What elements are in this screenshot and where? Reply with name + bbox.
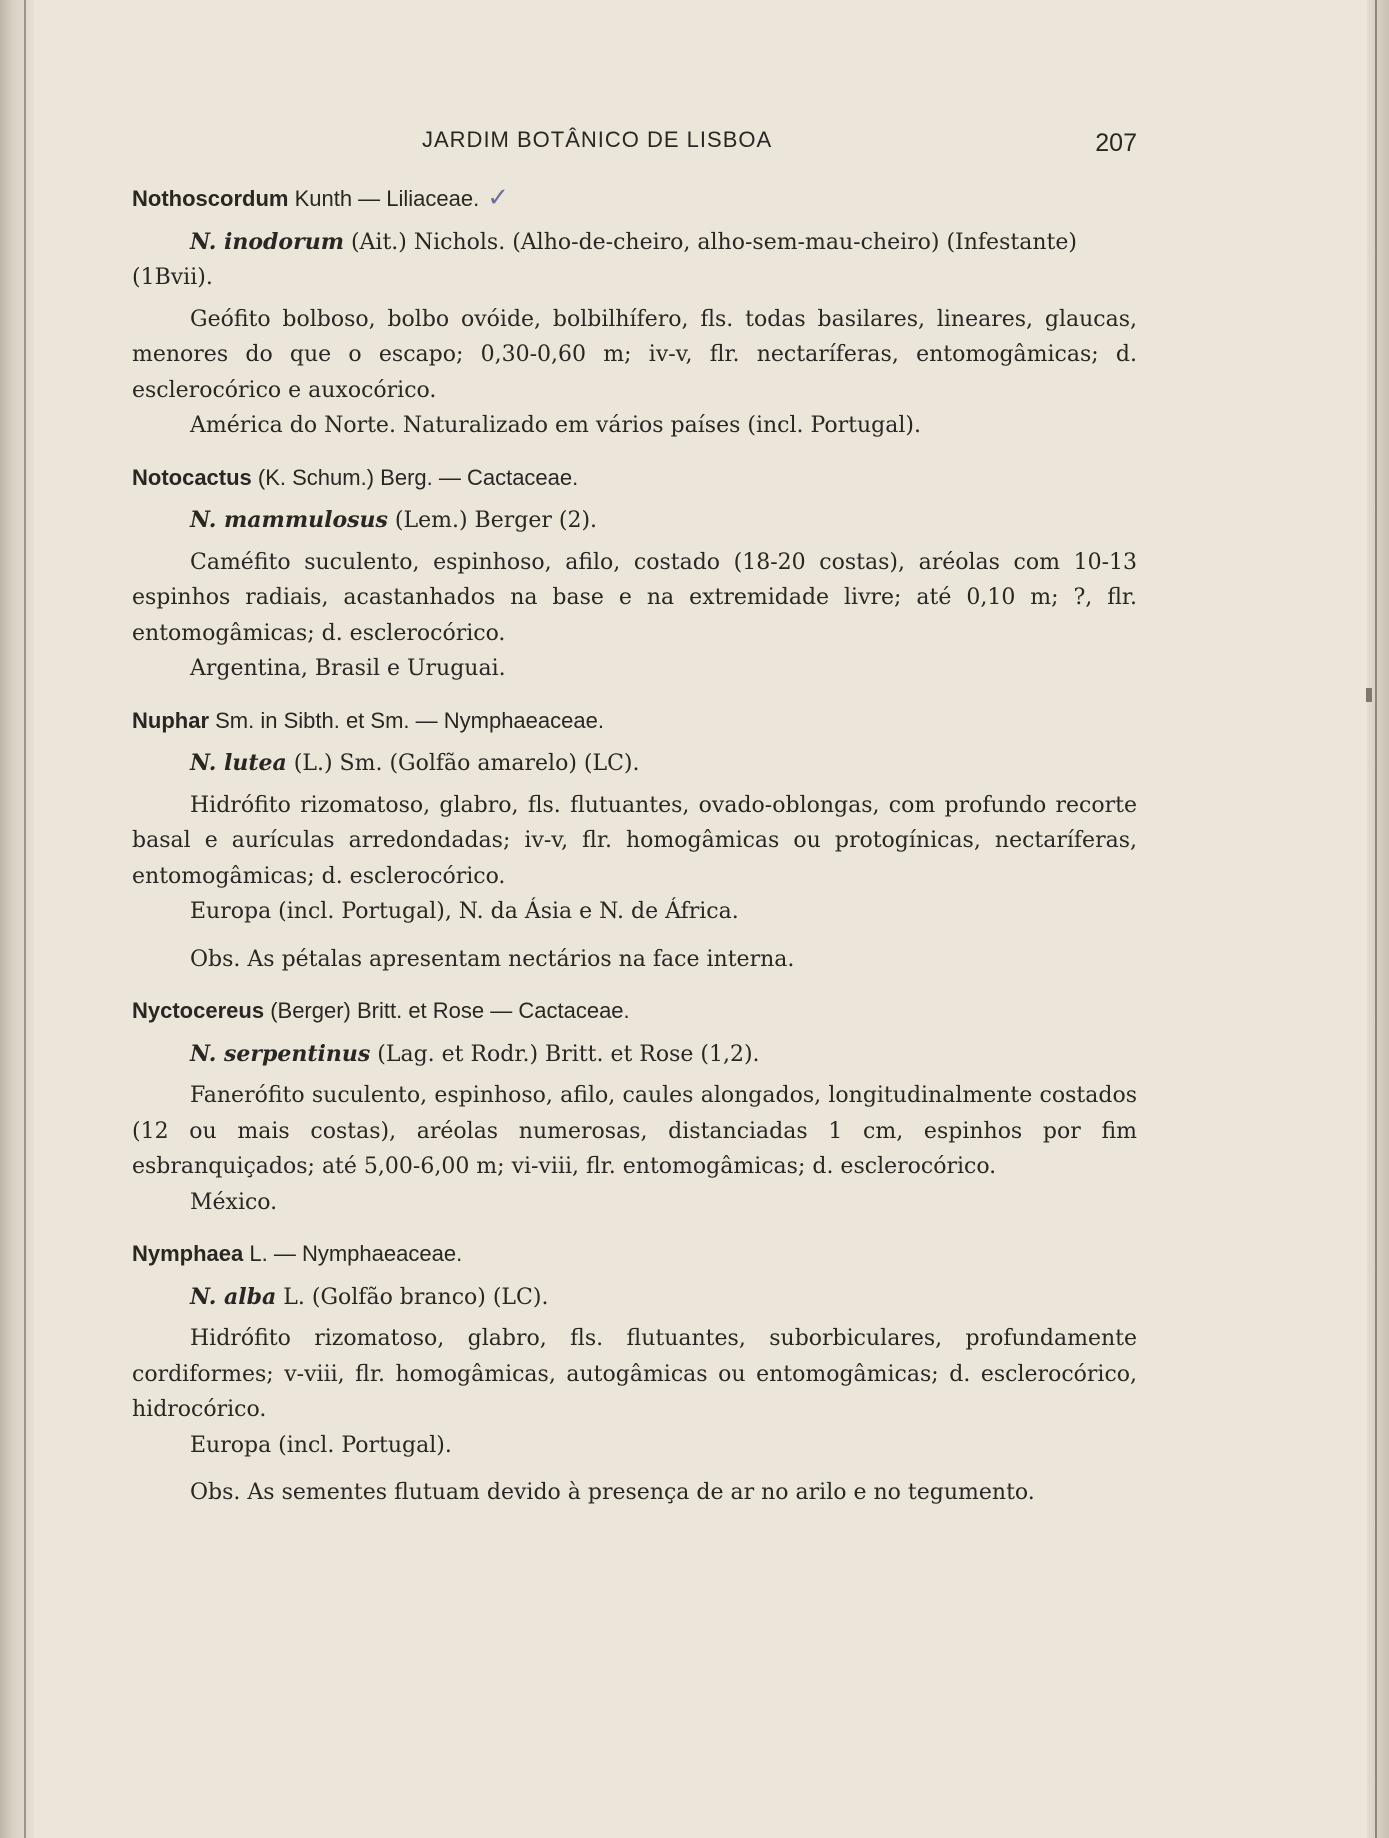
- species-distribution: México.: [190, 1189, 278, 1215]
- species-heading: [132, 1280, 1137, 1316]
- species-distribution: Europa (incl. Portugal), N. da Ásia e N. de África.: [190, 899, 739, 924]
- genus-authority: L. — Nymphaeaceae.: [243, 1241, 463, 1266]
- page-content: [132, 118, 1137, 1527]
- page-edge-left: [0, 0, 34, 1838]
- species-name: N. mammulosus: [190, 507, 388, 533]
- species-authority: (L.) Sm. (Golfão amarelo) (LC).: [286, 751, 640, 776]
- genus-authority: Kunth — Liliaceae.: [288, 186, 480, 211]
- entry-nymphaea: [132, 1236, 1137, 1511]
- page-header: [132, 118, 1137, 166]
- entry-nyctocereus: [132, 993, 1137, 1220]
- species-observation: Obs. As sementes flutuam devido à presença de ar no arilo e no tegumento.: [190, 1480, 1035, 1505]
- species-observation: Obs. As pétalas apresentam nectários na face interna.: [190, 946, 795, 972]
- entry-nuphar: [132, 703, 1137, 978]
- species-description: Caméfito suculento, espinhoso, afilo, costado (18-20 costas), aréolas com 10-13 espinhos radiais, acastanhados na base e na extremidade livre; até 0,10 m; ?, flr. entomogâmicas; d. esclerocórico.: [132, 549, 1137, 646]
- species-heading: [132, 503, 1137, 539]
- genus-heading: [132, 993, 1137, 1029]
- genus-heading: [132, 460, 1137, 496]
- genus-authority: (K. Schum.) Berg. — Cactaceae.: [251, 464, 579, 490]
- species-authority: L. (Golfão branco) (LC).: [276, 1284, 549, 1310]
- species-heading: [132, 225, 1137, 296]
- species-distribution: América do Norte. Naturalizado em vários países (incl. Portugal).: [190, 413, 921, 438]
- species-distribution: Europa (incl. Portugal).: [190, 1432, 452, 1458]
- genus-heading: [132, 1236, 1137, 1272]
- running-title: JARDIM BOTÂNICO DE LISBOA: [422, 127, 773, 152]
- genus-authority: Sm. in Sibth. et Sm. — Nymphaeaceae.: [209, 707, 604, 733]
- species-description: Hidrófito rizomatoso, glabro, fls. flutuantes, ovado-oblongas, com profundo recorte basal e aurículas arredondadas; iv-v, flr. homogâmicas ou protogínicas, nectaríferas, entomogâmicas; d. esclerocórico.: [132, 792, 1137, 889]
- page-edge-line: [1375, 0, 1377, 1838]
- genus-name: Notocactus: [132, 464, 252, 490]
- genus-name: Nyctocereus: [132, 998, 265, 1023]
- species-description: Hidrófito rizomatoso, glabro, fls. flutuantes, suborbiculares, profundamente cordiformes; v-viii, flr. homogâmicas, autogâmicas ou entomogâmicas; d. esclerocórico, hidrocórico.: [132, 1326, 1137, 1422]
- species-description: Fanerófito suculento, espinhoso, afilo, caules alongados, longitudinalmente costados (12 ou mais costas), aréolas numerosas, distanciadas 1 cm, espinhos por fim esbranquiçados; até 5,00-6,00 m; vi-viii, flr. entomogâmicas; d. esclerocórico.: [132, 1083, 1137, 1179]
- species-authority: (Ait.) Nichols. (Alho-de-cheiro, alho-sem-mau-cheiro) (Infestante) (1Bvii).: [132, 229, 1077, 290]
- entry-notocactus: [132, 460, 1137, 687]
- species-authority: (Lag. et Rodr.) Britt. et Rose (1,2).: [370, 1041, 760, 1067]
- species-heading: [132, 1037, 1137, 1073]
- species-name: N. alba: [190, 1283, 277, 1310]
- margin-tick: [1366, 688, 1372, 702]
- entry-nothoscordum: [132, 180, 1137, 444]
- genus-authority: (Berger) Britt. et Rose — Cactaceae.: [264, 998, 630, 1023]
- checkmark-icon: ✓: [487, 182, 510, 212]
- genus-name: Nuphar: [132, 707, 209, 733]
- species-distribution: Argentina, Brasil e Uruguai.: [190, 656, 506, 681]
- species-heading: [132, 746, 1137, 782]
- species-name: N. inodorum: [190, 228, 344, 255]
- species-description: Geófito bolboso, bolbo ovóide, bolbilhífero, fls. todas basilares, lineares, glaucas, menores do que o escapo; 0,30-0,60 m; iv-v, flr. nectaríferas, entomogâmicas; d. esclerocórico e auxocórico.: [132, 306, 1137, 403]
- species-authority: (Lem.) Berger (2).: [387, 508, 598, 533]
- genus-heading: [132, 180, 1137, 217]
- species-name: N. lutea: [190, 750, 287, 776]
- page-number: 207: [1095, 129, 1137, 157]
- species-name: N. serpentinus: [190, 1040, 371, 1067]
- genus-name: Nothoscordum: [132, 186, 289, 211]
- page-fold-line: [24, 0, 26, 1838]
- genus-name: Nymphaea: [132, 1241, 244, 1266]
- genus-heading: [132, 703, 1137, 739]
- page-edge-right: [1367, 0, 1389, 1838]
